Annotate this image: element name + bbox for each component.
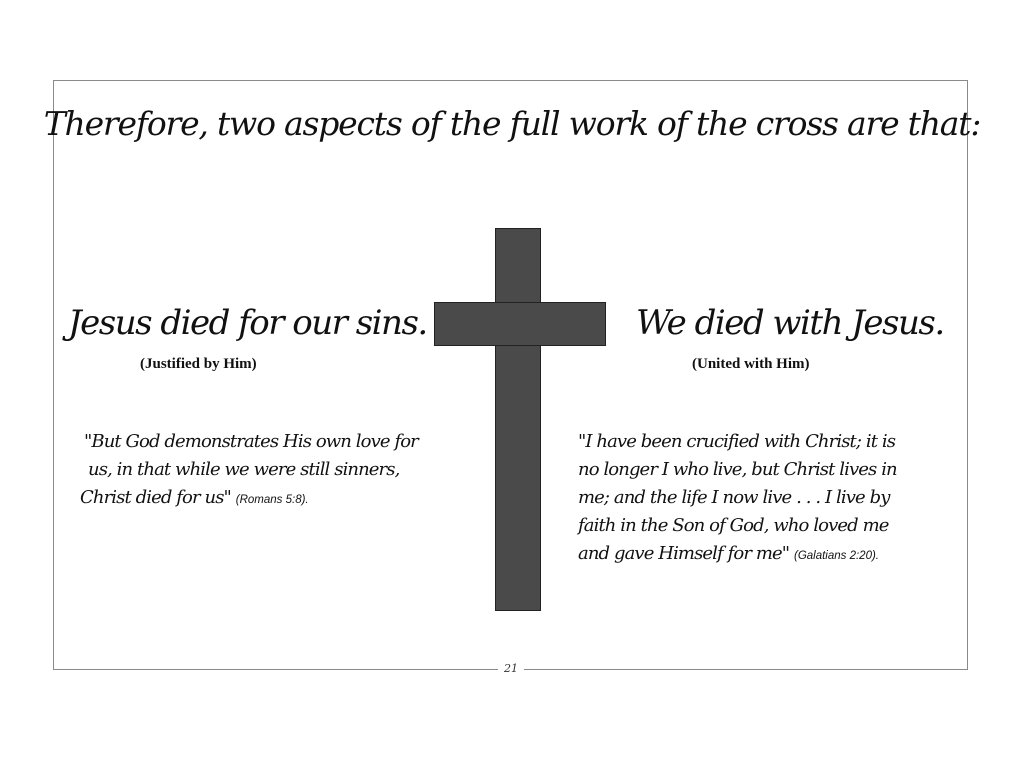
left-quote-reference: (Romans 5:8).: [235, 494, 309, 506]
left-heading: Jesus died for our sins.: [68, 303, 427, 343]
right-heading: We died with Jesus.: [636, 303, 944, 343]
right-quote-reference: (Galatians 2:20).: [793, 550, 879, 562]
page-number: 21: [498, 662, 524, 675]
right-quote-line: and gave Himself for me": [578, 543, 790, 564]
left-quote-line: "But God demonstrates His own love for: [84, 431, 418, 452]
page-title: Therefore, two aspects of the full work of the cross are that:: [43, 104, 981, 143]
right-subheading: (United with Him): [692, 356, 810, 372]
left-subheading: (Justified by Him): [140, 356, 257, 372]
right-quote-line-last: [578, 540, 897, 570]
cross-center: [496, 303, 540, 345]
right-quote-line: faith in the Son of God, who loved me: [578, 515, 889, 536]
right-quote-line: "I have been crucified with Christ; it is: [578, 431, 896, 452]
left-quote: [80, 428, 450, 514]
left-quote-line: us, in that while we were still sinners,: [88, 459, 400, 480]
right-quote-line: me; and the life I now live . . . I live by: [578, 487, 890, 508]
left-quote-line-last: [80, 484, 450, 514]
cross-vertical-beam: [495, 228, 541, 611]
right-quote: [578, 428, 897, 570]
right-quote-line: no longer I who live, but Christ lives in: [578, 459, 897, 480]
left-quote-line: Christ died for us": [80, 487, 231, 508]
